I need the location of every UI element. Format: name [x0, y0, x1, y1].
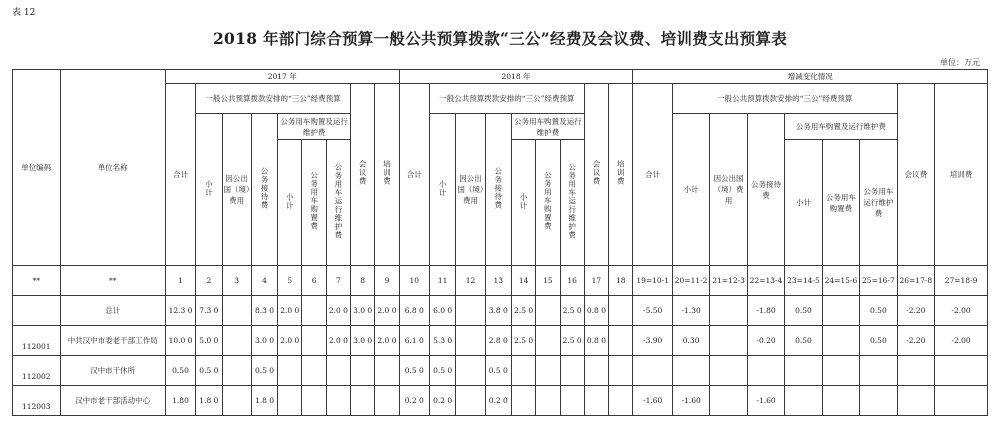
budget-table: [12, 69, 988, 416]
value-cell: [222, 356, 251, 386]
value-cell: [935, 386, 988, 416]
table-row: [13, 296, 988, 326]
value-cell: 2.5 0: [560, 296, 584, 326]
unit-name-cell: 总计: [60, 296, 165, 326]
index-cell: 3: [222, 266, 251, 296]
index-cell: 23=14-5: [785, 266, 822, 296]
header-2017-reception: 公务接待费: [251, 114, 277, 266]
value-cell: 6.8 0: [399, 296, 429, 326]
value-cell: [710, 356, 747, 386]
index-row: [13, 266, 988, 296]
index-cell: 19=10-1: [633, 266, 672, 296]
value-cell: 7.3 0: [196, 296, 222, 326]
header-2018-car: 公务用车购置及运行维护费: [511, 114, 584, 140]
header-2017-total: 合计: [165, 84, 195, 266]
value-cell: [326, 386, 350, 416]
value-cell: [222, 386, 251, 416]
index-cell: 17: [584, 266, 608, 296]
index-cell: 8: [351, 266, 375, 296]
value-cell: 3.8 0: [485, 296, 511, 326]
value-cell: -1.80: [747, 296, 784, 326]
header-unit-name: 单位名称: [60, 70, 165, 266]
value-cell: [536, 326, 560, 356]
value-cell: 0.5 0: [485, 356, 511, 386]
value-cell: [860, 356, 897, 386]
value-cell: 12.3 0: [165, 296, 195, 326]
header-2018-reception: 公务接待费: [485, 114, 511, 266]
value-cell: -5.50: [633, 296, 672, 326]
value-cell: [222, 326, 251, 356]
value-cell: [822, 296, 859, 326]
unit-code-cell: 112003: [13, 386, 61, 416]
table-row: [13, 326, 988, 356]
value-cell: 6.0 0: [429, 296, 455, 326]
header-unit-code: 单位编码: [13, 70, 61, 266]
value-cell: [633, 356, 672, 386]
value-cell: [302, 356, 326, 386]
index-cell: **: [13, 266, 61, 296]
value-cell: [302, 326, 326, 356]
value-cell: 3.0 0: [251, 326, 277, 356]
value-cell: [822, 326, 859, 356]
header-change-sangong: 一般公共预算拨款安排的“三公”经费预算: [672, 84, 897, 114]
value-cell: -0.20: [747, 326, 784, 356]
value-cell: [278, 356, 302, 386]
value-cell: -2.00: [935, 326, 988, 356]
value-cell: [302, 386, 326, 416]
value-cell: [302, 296, 326, 326]
value-cell: -2.20: [897, 326, 934, 356]
value-cell: [860, 386, 897, 416]
header-2018-total: 合计: [399, 84, 429, 266]
value-cell: [351, 386, 375, 416]
value-cell: [710, 326, 747, 356]
value-cell: 2.8 0: [485, 326, 511, 356]
value-cell: 8.3 0: [251, 296, 277, 326]
index-cell: 2: [196, 266, 222, 296]
header-2018-subtotal: 小计: [429, 114, 455, 266]
value-cell: 0.5 0: [196, 356, 222, 386]
header-change-car-operation: 公务用车运行维护费: [860, 140, 897, 266]
value-cell: -1.60: [747, 386, 784, 416]
value-cell: 2.0 0: [278, 326, 302, 356]
value-cell: [822, 386, 859, 416]
header-change-car-purchase: 公务用车购置费: [822, 140, 859, 266]
value-cell: 5.0 0: [196, 326, 222, 356]
header-change-total: 合计: [633, 84, 672, 266]
value-cell: 0.8 0: [584, 326, 608, 356]
value-cell: [609, 386, 633, 416]
header-2018-car-purchase: 公务用车购置费: [536, 140, 560, 266]
value-cell: [935, 356, 988, 386]
value-cell: 6.1 0: [399, 326, 429, 356]
value-cell: [897, 356, 934, 386]
value-cell: [584, 356, 608, 386]
value-cell: 0.2 0: [485, 386, 511, 416]
value-cell: 0.50: [860, 296, 897, 326]
value-cell: [747, 356, 784, 386]
header-change-car-subtotal: 小计: [785, 140, 822, 266]
index-cell: 7: [326, 266, 350, 296]
value-cell: 2.0 0: [375, 326, 399, 356]
value-cell: 0.50: [165, 356, 195, 386]
value-cell: -1.30: [672, 296, 709, 326]
value-cell: [609, 356, 633, 386]
header-2018-car-subtotal: 小计: [511, 140, 535, 266]
value-cell: [456, 326, 485, 356]
value-cell: 2.5 0: [511, 326, 535, 356]
value-cell: 0.5 0: [429, 356, 455, 386]
value-cell: [710, 386, 747, 416]
header-2018-abroad: 因公出国（境）费用: [456, 114, 485, 266]
unit-code-cell: 112001: [13, 326, 61, 356]
unit-name-cell: 汉中市老干部活动中心: [60, 386, 165, 416]
value-cell: [375, 356, 399, 386]
header-2017-training: 培训费: [375, 84, 399, 266]
value-cell: [536, 356, 560, 386]
value-cell: [511, 386, 535, 416]
value-cell: [511, 356, 535, 386]
value-cell: [456, 296, 485, 326]
value-cell: 0.2 0: [429, 386, 455, 416]
value-cell: [560, 386, 584, 416]
value-cell: 0.5 0: [399, 356, 429, 386]
index-cell: 27=18-9: [935, 266, 988, 296]
unit-code-cell: [13, 296, 61, 326]
value-cell: [785, 356, 822, 386]
header-2018-car-operation: 公务用车运行维护费: [560, 140, 584, 266]
unit-code-cell: 112002: [13, 356, 61, 386]
index-cell: 12: [456, 266, 485, 296]
index-cell: 26=17-8: [897, 266, 934, 296]
value-cell: 1.8 0: [251, 386, 277, 416]
value-cell: 2.0 0: [326, 326, 350, 356]
value-cell: -1.60: [633, 386, 672, 416]
value-cell: [278, 386, 302, 416]
header-change-subtotal: 小计: [672, 114, 709, 266]
value-cell: -3.90: [633, 326, 672, 356]
index-cell: 22=13-4: [747, 266, 784, 296]
index-cell: 6: [302, 266, 326, 296]
value-cell: [536, 386, 560, 416]
header-2017-car-subtotal: 小计: [278, 140, 302, 266]
value-cell: 0.8 0: [584, 296, 608, 326]
value-cell: 2.0 0: [375, 296, 399, 326]
value-cell: [584, 386, 608, 416]
header-2017-car-purchase: 公务用车购置费: [302, 140, 326, 266]
table-row: [13, 386, 988, 416]
value-cell: 2.5 0: [560, 326, 584, 356]
index-cell: 25=16-7: [860, 266, 897, 296]
header-change-training: 培训费: [935, 84, 988, 266]
value-cell: [222, 296, 251, 326]
value-cell: [375, 386, 399, 416]
index-cell: 24=15-6: [822, 266, 859, 296]
value-cell: [897, 386, 934, 416]
value-cell: 1.80: [165, 386, 195, 416]
header-2017: 2017 年: [165, 70, 399, 84]
unit-name-cell: 中共汉中市委老干部工作局: [60, 326, 165, 356]
index-cell: 5: [278, 266, 302, 296]
index-cell: 11: [429, 266, 455, 296]
value-cell: [536, 296, 560, 326]
value-cell: [822, 356, 859, 386]
value-cell: 0.30: [672, 326, 709, 356]
value-cell: [609, 296, 633, 326]
header-2017-subtotal: 小计: [196, 114, 222, 266]
value-cell: [672, 356, 709, 386]
value-cell: 10.0 0: [165, 326, 195, 356]
value-cell: [351, 356, 375, 386]
value-cell: 2.0 0: [326, 296, 350, 326]
value-cell: [609, 326, 633, 356]
header-change-car: 公务用车购置及运行维护费: [785, 114, 897, 140]
value-cell: [456, 356, 485, 386]
index-cell: 9: [375, 266, 399, 296]
header-2017-abroad: 因公出国（境）费用: [222, 114, 251, 266]
value-cell: 3.0 0: [351, 296, 375, 326]
index-cell: 20=11-2: [672, 266, 709, 296]
index-cell: 13: [485, 266, 511, 296]
value-cell: [710, 296, 747, 326]
index-cell: 15: [536, 266, 560, 296]
index-cell: 21=12-3: [710, 266, 747, 296]
page-title: 2018 年部门综合预算一般公共预算拨款“三公”经费及会议费、培训费支出预算表: [212, 29, 788, 48]
index-cell: 4: [251, 266, 277, 296]
header-2018-training: 培训费: [609, 84, 633, 266]
value-cell: [326, 356, 350, 386]
unit-label: 单位：万元: [940, 58, 980, 67]
value-cell: 0.5 0: [251, 356, 277, 386]
index-cell: 18: [609, 266, 633, 296]
index-cell: 10: [399, 266, 429, 296]
value-cell: 0.50: [785, 296, 822, 326]
table-row: [13, 356, 988, 386]
value-cell: [560, 356, 584, 386]
value-cell: 0.50: [785, 326, 822, 356]
value-cell: 2.5 0: [511, 296, 535, 326]
value-cell: 0.2 0: [399, 386, 429, 416]
header-2017-car: 公务用车购置及运行维护费: [278, 114, 351, 140]
value-cell: [456, 386, 485, 416]
index-cell: 16: [560, 266, 584, 296]
index-cell: 14: [511, 266, 535, 296]
header-change-meeting: 会议费: [897, 84, 934, 266]
header-2017-meeting: 会议费: [351, 84, 375, 266]
header-2018-sangong: 一般公共预算拨款安排的“三公”经费预算: [429, 84, 584, 114]
value-cell: -2.00: [935, 296, 988, 326]
index-cell: 1: [165, 266, 195, 296]
table-number: 表 12: [12, 8, 36, 18]
index-cell: **: [60, 266, 165, 296]
value-cell: 1.8 0: [196, 386, 222, 416]
unit-name-cell: 汉中市干休所: [60, 356, 165, 386]
value-cell: -2.20: [897, 296, 934, 326]
value-cell: [785, 386, 822, 416]
value-cell: 0.50: [860, 326, 897, 356]
header-2017-sangong: 一般公共预算拨款安排的“三公”经费预算: [196, 84, 351, 114]
value-cell: 3.0 0: [351, 326, 375, 356]
value-cell: 2.0 0: [278, 296, 302, 326]
header-2018-meeting: 会议费: [584, 84, 608, 266]
header-change-reception: 公务接待费: [747, 114, 784, 266]
header-2018: 2018 年: [399, 70, 633, 84]
value-cell: -1.60: [672, 386, 709, 416]
value-cell: 5.3 0: [429, 326, 455, 356]
header-2017-car-operation: 公务用车运行维护费: [326, 140, 350, 266]
header-change: 增减变化情况: [633, 70, 988, 84]
header-change-abroad: 因公出国（境）费用: [710, 114, 747, 266]
